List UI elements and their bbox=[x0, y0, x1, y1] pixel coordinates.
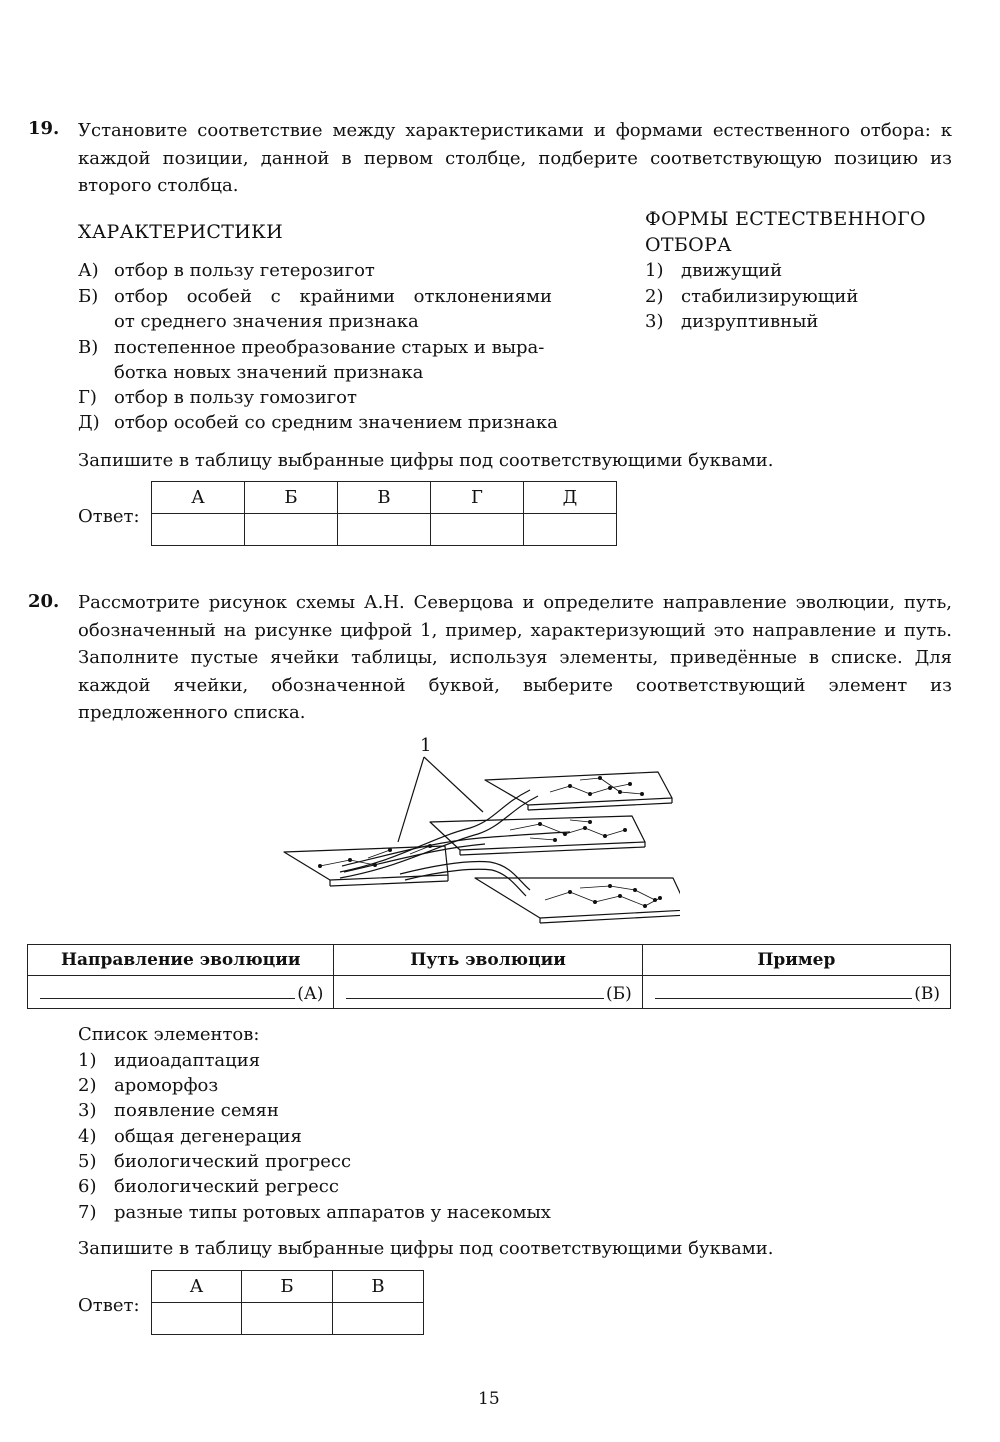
answer-column-header: Г bbox=[431, 482, 524, 514]
answer-column-header: В bbox=[333, 1271, 424, 1303]
element-item: 2) ароморфоз bbox=[78, 1075, 219, 1096]
answer-cell[interactable] bbox=[524, 514, 617, 546]
answer-cell[interactable] bbox=[152, 514, 245, 546]
characteristic-item: Б) отбор особей с крайними отклонениями bbox=[78, 286, 552, 307]
evolution-table-header: Пример bbox=[642, 945, 950, 976]
answer-table-20 bbox=[151, 1270, 424, 1335]
elements-list-title: Список элементов: bbox=[78, 1024, 260, 1045]
question-19-instruction: Запишите в таблицу выбранные цифры под соответствующими буквами. bbox=[78, 450, 774, 471]
element-item: 6) биологический регресс bbox=[78, 1176, 339, 1197]
evolution-table-cell-v[interactable]: (В) bbox=[642, 976, 950, 1009]
answer-cell[interactable] bbox=[338, 514, 431, 546]
label-pointer-line bbox=[398, 757, 424, 842]
answer-cell[interactable] bbox=[152, 1303, 242, 1335]
answer-cell[interactable] bbox=[245, 514, 338, 546]
characteristic-item: Г) отбор в пользу гомозигот bbox=[78, 387, 357, 408]
characteristic-item-continuation: ботка новых значений признака bbox=[114, 362, 424, 383]
characteristics-header: ХАРАКТЕРИСТИКИ bbox=[78, 221, 283, 243]
question-19-text: Установите соответствие между характеристиками и формами естественного отбора: к каждой позиции, данной в первом столбце, подберите соответствующую позицию из второго столбца. bbox=[78, 120, 952, 196]
answer-column-header: В bbox=[338, 482, 431, 514]
evolution-table bbox=[27, 944, 951, 1009]
question-20-number: 20. bbox=[28, 591, 60, 612]
label-pointer-line bbox=[424, 757, 483, 812]
evolution-table-cell-a[interactable]: (А) bbox=[28, 976, 334, 1009]
element-item: 3) появление семян bbox=[78, 1100, 279, 1121]
answer-cell[interactable] bbox=[431, 514, 524, 546]
answer-cell[interactable] bbox=[333, 1303, 424, 1335]
answer-cell[interactable] bbox=[242, 1303, 333, 1335]
element-item: 1) идиоадаптация bbox=[78, 1050, 261, 1071]
answer-column-header: Б bbox=[245, 482, 338, 514]
characteristic-item: В) постепенное преобразование старых и выра- bbox=[78, 337, 545, 358]
answer-column-header: А bbox=[152, 482, 245, 514]
question-20-text: Рассмотрите рисунок схемы А.Н. Северцова и определите направление эволюции, путь, обозначенный на рисунке цифрой 1, пример, характеризующий это направление и путь. Заполните пустые ячейки таблицы, используя элементы, приведённые в списке. Для каждой ячейки, обозначенной буквой, выберите соответствующий элемент из предложенного списка. bbox=[78, 592, 952, 723]
middle-plane bbox=[430, 816, 645, 850]
lower-plane bbox=[475, 878, 680, 918]
page-number: 15 bbox=[478, 1389, 500, 1409]
answer-table-19 bbox=[151, 481, 617, 546]
form-item: 3) дизруптивный bbox=[645, 311, 819, 332]
answer-column-header: А bbox=[152, 1271, 242, 1303]
element-item: 5) биологический прогресс bbox=[78, 1151, 352, 1172]
characteristic-item: А) отбор в пользу гетерозигот bbox=[78, 260, 375, 281]
form-item: 2) стабилизирующий bbox=[645, 286, 859, 307]
question-19-number: 19. bbox=[28, 118, 60, 139]
answer-column-header: Д bbox=[524, 482, 617, 514]
evolution-table-header: Путь эволюции bbox=[334, 945, 642, 976]
answer-label: Ответ: bbox=[78, 1295, 140, 1316]
answer-column-header: Б bbox=[242, 1271, 333, 1303]
forms-header-line1: ФОРМЫ ЕСТЕСТВЕННОГО bbox=[645, 208, 926, 230]
evolution-table-header: Направление эволюции bbox=[28, 945, 334, 976]
answer-label: Ответ: bbox=[78, 506, 140, 527]
element-item: 4) общая дегенерация bbox=[78, 1126, 302, 1147]
forms-header-line2: ОТБОРА bbox=[645, 234, 732, 256]
characteristic-item-continuation: от среднего значения признака bbox=[114, 311, 419, 332]
figure-label-1: 1 bbox=[420, 735, 432, 756]
characteristic-item: Д) отбор особей со средним значением признака bbox=[78, 412, 558, 433]
element-item: 7) разные типы ротовых аппаратов у насекомых bbox=[78, 1202, 551, 1223]
severtsov-scheme-figure bbox=[280, 750, 680, 925]
evolution-table-cell-b[interactable]: (Б) bbox=[334, 976, 642, 1009]
form-item: 1) движущий bbox=[645, 260, 783, 281]
question-20-instruction: Запишите в таблицу выбранные цифры под соответствующими буквами. bbox=[78, 1238, 774, 1259]
